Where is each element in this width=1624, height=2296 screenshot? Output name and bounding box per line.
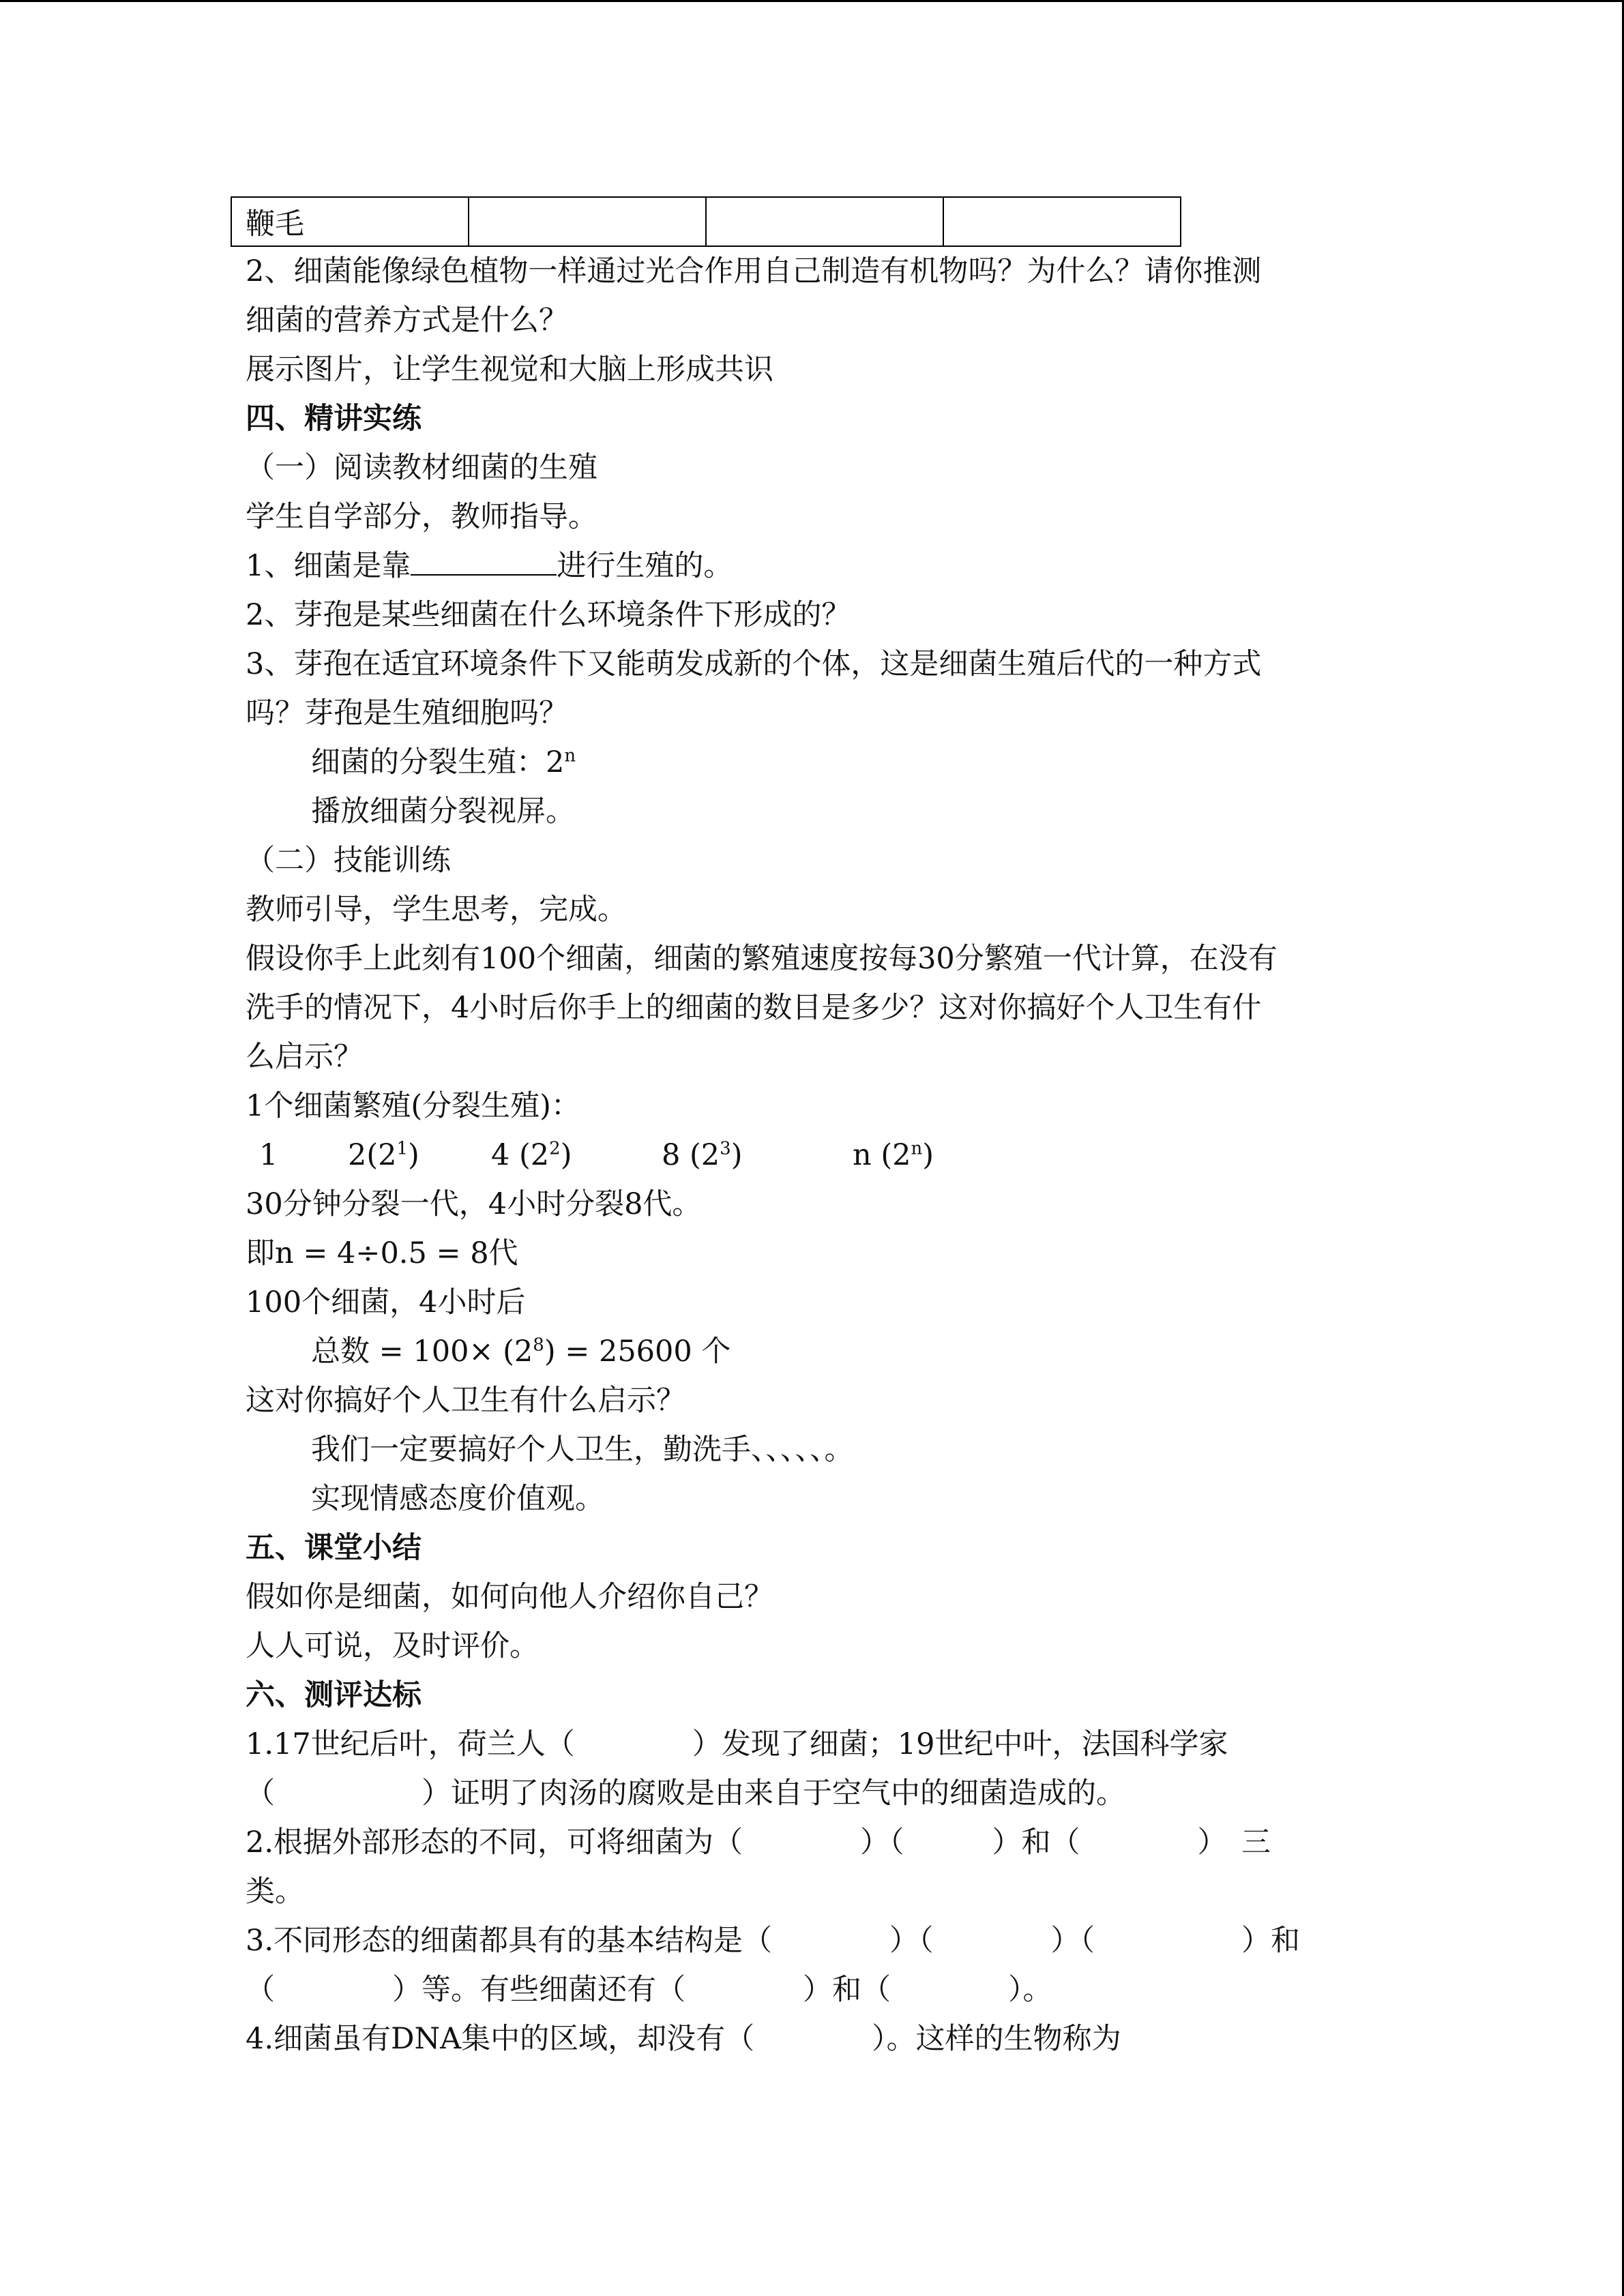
subsection-heading: （一）阅读教材细菌的生殖 (246, 451, 597, 485)
table-cell-label: 鞭毛 (231, 197, 469, 246)
text-line: 我们一定要搞好个人卫生，勤洗手、、、、、。 (311, 1433, 854, 1467)
fill-blank-question: 1、细菌是靠 进行生殖的。 (246, 541, 1378, 591)
table-cell (943, 197, 1181, 246)
equation-line: 即n = 4÷0.5 = 8代 (246, 1236, 518, 1270)
text-line: 假设你手上此刻有100个细菌，细菌的繁殖速度按每30分繁殖一代计算，在没有 (246, 942, 1278, 976)
section-heading: 六、测评达标 (246, 1678, 422, 1712)
test-question: （ ）等。有些细菌还有（ ）和（ ）。 (246, 1973, 1052, 2007)
section-heading: 五、课堂小结 (246, 1531, 422, 1565)
table-row (231, 197, 1181, 246)
text-line: 这对你搞好个人卫生有什么启示？ (246, 1384, 685, 1418)
text-line: 么启示？ (246, 1040, 363, 1074)
sequence-item: 4 $(2^2)$ (491, 1138, 572, 1172)
text-line: 洗手的情况下，4小时后你手上的细菌的数目是多少？这对你搞好个人卫生有什 (246, 991, 1262, 1025)
top-border (0, 0, 1624, 2)
subsection-heading: （二）技能训练 (246, 844, 451, 878)
question-line: 吗？芽孢是生殖细胞吗？ (246, 696, 568, 730)
test-question: 3.不同形态的细菌都具有的基本结构是（ ）（ ）（ ）和 (246, 1924, 1301, 1958)
question-line: 2、细菌能像绿色植物一样通过光合作用自己制造有机物吗？为什么？请你推测 (246, 254, 1262, 288)
text-line: 1个细菌繁殖(分裂生殖)： (246, 1089, 580, 1123)
text-line: 100个细菌，4小时后 (246, 1285, 526, 1320)
test-question: 4.细菌虽有DNA集中的区域，却没有（ ）。这样的生物称为 (246, 2022, 1121, 2056)
text-line: 假如你是细菌，如何向他人介绍你自己？ (246, 1580, 773, 1614)
sequence-item: 1 (259, 1138, 278, 1172)
text-line: 30分钟分裂一代，4小时分裂8代。 (246, 1187, 702, 1221)
test-question: （ ）证明了肉汤的腐败是由来自于空气中的细菌造成的。 (246, 1776, 1125, 1810)
blank-underline (411, 543, 557, 576)
test-question: 2.根据外部形态的不同，可将细菌为（ ）（ ）和（ ） 三 (246, 1825, 1271, 1860)
question-line: 3、芽孢在适宜环境条件下又能萌发成新的个体，这是细菌生殖后代的一种方式 (246, 647, 1262, 681)
text-line: 播放细菌分裂视屏。 (311, 794, 575, 829)
structure-table (231, 196, 1181, 247)
question-line: 细菌的营养方式是什么？ (246, 303, 568, 338)
total-formula: 总数 = $100\times (2^8) = 25600$ 个 (311, 1335, 731, 1369)
sequence-item: 8 $(2^3)$ (662, 1138, 743, 1172)
text-line: 学生自学部分，教师指导。 (246, 500, 597, 534)
document-page (246, 196, 1378, 2063)
text-line: 展示图片，让学生视觉和大脑上形成共识 (246, 353, 773, 387)
section-heading: 四、精讲实练 (246, 402, 422, 436)
text-line: 实现情感态度价值观。 (311, 1482, 604, 1516)
test-question: 1.17世纪后叶，荷兰人（ ）发现了细菌；19世纪中叶，法国科学家 (246, 1727, 1228, 1761)
growth-sequence (246, 1131, 1378, 1180)
text-line: 人人可说，及时评价。 (246, 1629, 539, 1663)
table-cell (706, 197, 943, 246)
table-cell (469, 197, 706, 246)
sequence-item: n (2$^n$) (853, 1138, 934, 1172)
text-line: 教师引导，学生思考，完成。 (246, 893, 627, 927)
test-question: 类。 (246, 1875, 304, 1909)
question-line: 2、芽孢是某些细菌在什么环境条件下形成的？ (246, 598, 851, 632)
sequence-item: $2(2^1)$ (348, 1138, 419, 1172)
division-formula: 细菌的分裂生殖：2$^n$ (311, 745, 576, 779)
